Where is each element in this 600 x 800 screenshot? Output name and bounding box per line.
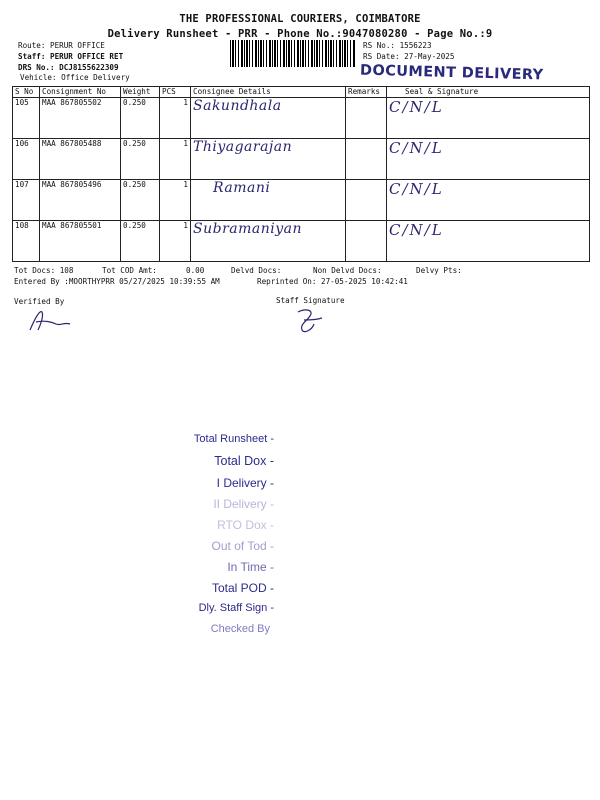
rs-number: RS No.: 1556223 bbox=[363, 41, 432, 50]
cell-pcs: 1 bbox=[160, 180, 191, 221]
cell-weight: 0.250 bbox=[121, 221, 160, 262]
col-consignment: Consignment No bbox=[40, 87, 121, 98]
summary-total-pod: Total POD - bbox=[211, 581, 274, 595]
cell-pcs: 1 bbox=[160, 98, 191, 139]
rs-date: RS Date: 27-May-2025 bbox=[363, 52, 455, 61]
cell-pcs: 1 bbox=[160, 221, 191, 262]
table-row bbox=[13, 221, 590, 262]
cell-remarks bbox=[346, 98, 387, 139]
tot-cod-value: 0.00 bbox=[186, 266, 205, 275]
reprinted-on: Reprinted On: 27-05-2025 10:42:41 bbox=[257, 277, 408, 286]
staff-signature-label: Staff Signature bbox=[276, 296, 345, 305]
runsheet-title: Delivery Runsheet - PRR - Phone No.:9047080280 - Page No.:9 bbox=[107, 28, 493, 40]
col-pcs: PCS bbox=[160, 87, 191, 98]
col-weight: Weight bbox=[121, 87, 160, 98]
tot-cod-label: Tot COD Amt: bbox=[102, 266, 157, 275]
cell-remarks bbox=[346, 180, 387, 221]
cell-weight: 0.250 bbox=[121, 98, 160, 139]
vehicle-label: Vehicle: Office Delivery bbox=[20, 73, 130, 82]
cell-weight: 0.250 bbox=[121, 180, 160, 221]
barcode bbox=[230, 40, 355, 67]
cell-consignment: MAA 867805488 bbox=[40, 139, 121, 180]
document-delivery-stamp: DOCUMENT DELIVERY bbox=[359, 62, 544, 84]
summary-checked-by: Checked By bbox=[210, 623, 270, 635]
runsheet-table bbox=[12, 86, 590, 262]
summary-in-time: In Time - bbox=[227, 560, 274, 574]
summary-out-of-tod: Out of Tod - bbox=[211, 539, 274, 553]
cell-consignee: Sakundhala bbox=[191, 98, 346, 139]
cell-seal: C/N/L bbox=[387, 180, 590, 221]
cell-consignment: MAA 867805496 bbox=[40, 180, 121, 221]
non-delvd-docs: Non Delvd Docs: bbox=[313, 266, 382, 275]
cell-sno: 107 bbox=[13, 180, 40, 221]
summary-ii-delivery: II Delivery - bbox=[213, 497, 274, 511]
cell-sno: 106 bbox=[13, 139, 40, 180]
col-remarks: Remarks bbox=[346, 87, 387, 98]
cell-seal: C/N/L bbox=[387, 221, 590, 262]
cell-consignee: Thiyagarajan bbox=[191, 139, 346, 180]
verified-by-label: Verified By bbox=[14, 297, 65, 306]
staff-label: Staff: PERUR OFFICE RET bbox=[18, 52, 124, 61]
summary-i-delivery: I Delivery - bbox=[216, 476, 274, 490]
cell-sno: 105 bbox=[13, 98, 40, 139]
summary-staff-sign: Dly. Staff Sign - bbox=[198, 602, 274, 614]
cell-remarks bbox=[346, 139, 387, 180]
cell-consignee: Ramani bbox=[191, 180, 346, 221]
tot-docs: Tot Docs: 108 bbox=[14, 266, 74, 275]
cell-seal: C/N/L bbox=[387, 139, 590, 180]
cell-consignee: Subramaniyan bbox=[191, 221, 346, 262]
cell-consignment: MAA 867805501 bbox=[40, 221, 121, 262]
table-row bbox=[13, 98, 590, 139]
cell-pcs: 1 bbox=[160, 139, 191, 180]
cell-sno: 108 bbox=[13, 221, 40, 262]
table-row bbox=[13, 139, 590, 180]
summary-total-runsheet: Total Runsheet - bbox=[193, 433, 274, 445]
cell-seal: C/N/L bbox=[387, 98, 590, 139]
company-title: THE PROFESSIONAL COURIERS, COIMBATORE bbox=[179, 13, 421, 25]
col-seal: Seal & Signature bbox=[387, 87, 590, 98]
col-sno: S No bbox=[13, 87, 40, 98]
table-header-row bbox=[13, 87, 590, 98]
drs-label: DRS No.: DCJ8155622309 bbox=[18, 63, 119, 72]
cell-consignment: MAA 867805502 bbox=[40, 98, 121, 139]
summary-total-dox: Total Dox - bbox=[214, 454, 274, 468]
route-label: Route: PERUR OFFICE bbox=[18, 41, 105, 50]
cell-weight: 0.250 bbox=[121, 139, 160, 180]
verified-signature bbox=[26, 306, 76, 334]
entered-by: Entered By :MOORTHYPRR 05/27/2025 10:39:55 AM bbox=[14, 277, 220, 286]
table-row bbox=[13, 180, 590, 221]
summary-rto-dox: RTO Dox - bbox=[217, 518, 274, 532]
delvd-docs: Delvd Docs: bbox=[231, 266, 282, 275]
delvy-pts: Delvy Pts: bbox=[416, 266, 462, 275]
col-consignee: Consignee Details bbox=[191, 87, 346, 98]
cell-remarks bbox=[346, 221, 387, 262]
staff-signature bbox=[292, 306, 332, 336]
